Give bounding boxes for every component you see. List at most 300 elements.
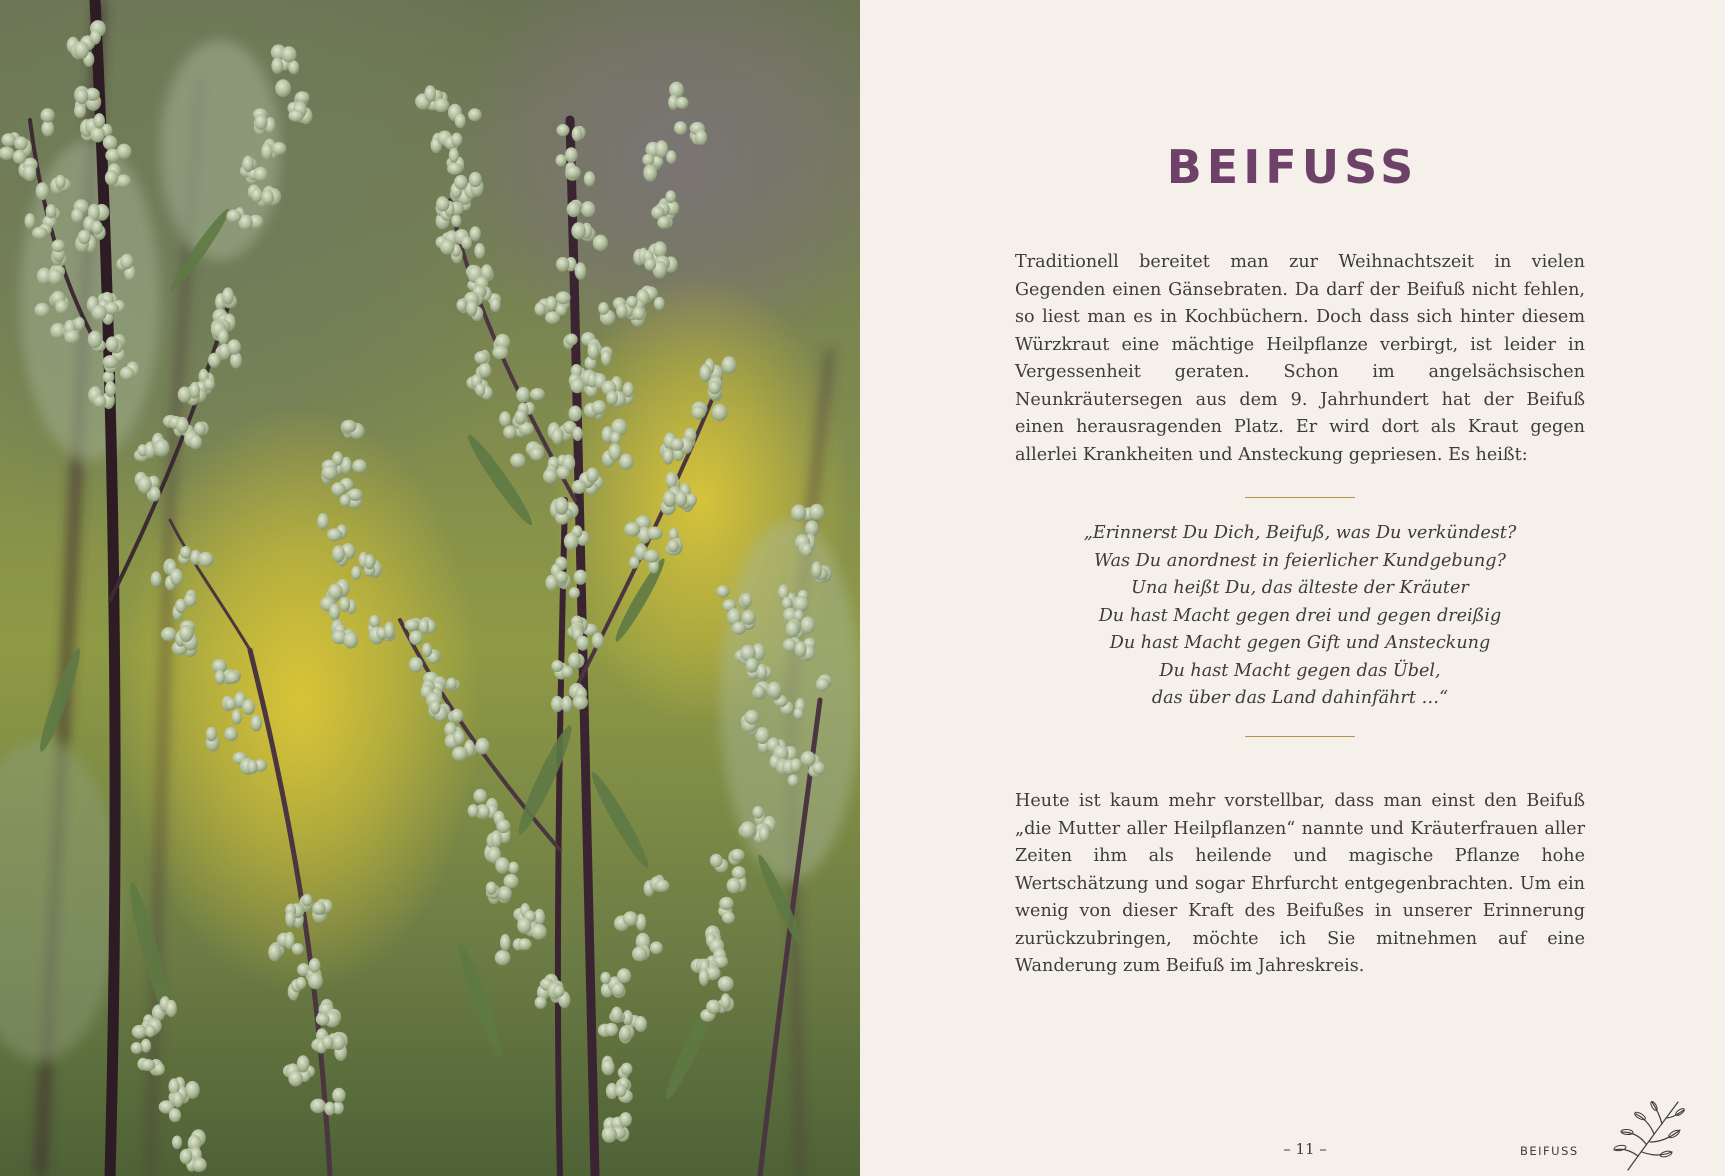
flower-bud [670, 438, 684, 451]
flower-bud [103, 135, 117, 150]
flower-bud [422, 643, 432, 658]
flower-bud [561, 696, 572, 713]
flower-bud [604, 1023, 618, 1036]
flower-bud [812, 762, 825, 775]
flower-bud [675, 491, 687, 507]
flower-bud [71, 208, 83, 223]
flower-bud [556, 257, 570, 272]
flower-bud [93, 395, 106, 407]
flower-bud [569, 406, 582, 422]
flower-bud [620, 1026, 631, 1042]
flower-bud [272, 142, 287, 155]
flower-bud [46, 204, 57, 218]
flower-bud [573, 427, 583, 441]
quote-line: das über das Land dahinfährt …“ [1151, 688, 1449, 708]
flower-bud [55, 175, 66, 189]
flower-bud [719, 897, 733, 910]
flower-bud [14, 136, 28, 150]
flower-bud [606, 391, 618, 405]
flower-bud [699, 969, 709, 986]
flower-bud [793, 596, 809, 612]
flower-bud [732, 866, 746, 879]
flower-bud [75, 89, 88, 105]
flower-bud [531, 924, 547, 940]
flower-bud [510, 453, 526, 467]
quote-line: „Erinnerst Du Dich, Beifuß, was Du verkündest? [1083, 523, 1517, 543]
flower-bud [730, 849, 745, 862]
flower-bud [515, 409, 527, 424]
flower-bud [446, 678, 456, 690]
flower-bud [668, 540, 679, 553]
flower-bud [491, 830, 502, 848]
flower-bud [617, 968, 631, 983]
flower-bud [612, 982, 625, 996]
flower-bud [469, 172, 482, 188]
top-ornament-rule [1245, 497, 1355, 498]
flower-bud [170, 569, 183, 586]
flower-bud [454, 175, 468, 190]
flower-bud [468, 108, 482, 121]
flower-bud [281, 46, 296, 62]
flower-bud [653, 241, 667, 257]
flower-bud [634, 1016, 647, 1032]
flower-bud [180, 546, 191, 559]
flower-bud [447, 163, 462, 175]
flower-bud [486, 882, 497, 895]
flower-bud [608, 443, 621, 461]
flower-bud [154, 1063, 165, 1076]
flower-bud [194, 422, 206, 436]
flower-bud [665, 190, 676, 203]
flower-bud [184, 593, 197, 606]
flower-bud [545, 575, 558, 591]
flower-bud [581, 201, 596, 217]
flower-bud [208, 353, 220, 368]
flower-bud [55, 300, 68, 314]
flower-bud [508, 862, 519, 874]
flower-bud [141, 1039, 151, 1053]
flower-bud [91, 305, 107, 321]
closing-paragraph: Heute ist kaum mehr vorstellbar, dass man einst den Beifuß „die Mutter aller Heilpflanzen“ nannte und Kräuterfrauen aller Zeiten ihm als heilende und magische Pflanze hohe Wertschätzung und sogar Ehrfurcht entgegenbrachten. Um ein wenig von dieser Kraft des Beifußes in unserer Erinnerung zurückzubringen, möchte ich Sie mitnehmen auf eine Wanderung zum Beifuß im Jahreskreis. [1015, 791, 1585, 976]
flower-bud [455, 114, 466, 129]
flower-bud [424, 85, 436, 102]
flower-bud [251, 188, 263, 202]
flower-bud [138, 476, 152, 494]
flower-bud [288, 110, 303, 122]
flower-bud [436, 197, 450, 211]
flower-bud [554, 497, 568, 515]
flower-bud [74, 317, 85, 331]
flower-bud [292, 943, 304, 955]
flower-bud [624, 522, 640, 537]
flower-bud [721, 993, 731, 1009]
flower-bud [242, 156, 253, 173]
flower-bud [588, 342, 600, 360]
flower-bud [788, 774, 799, 786]
flower-bud [166, 1000, 177, 1017]
flower-bud [479, 363, 492, 378]
flower-bud [451, 709, 464, 723]
flower-bud [801, 751, 816, 766]
flower-bud [169, 1108, 181, 1122]
flower-bud [809, 504, 825, 521]
flower-bud [35, 303, 50, 317]
flower-bud [741, 610, 755, 625]
flower-bud [816, 678, 830, 691]
flower-bud [800, 616, 815, 634]
flower-bud [327, 528, 342, 541]
flower-bud [574, 570, 588, 585]
flower-bud [91, 126, 105, 142]
flower-bud [499, 411, 511, 427]
flower-bud [593, 235, 608, 251]
flower-bud [474, 351, 488, 364]
flower-bud [206, 727, 217, 742]
flower-bud [470, 226, 481, 241]
flower-bud [619, 1112, 632, 1127]
flower-bud [674, 121, 687, 135]
flower-bud [48, 269, 63, 285]
flower-bud [13, 150, 26, 164]
flower-bud [154, 439, 170, 457]
flower-bud [569, 587, 580, 599]
flower-bud [490, 297, 501, 312]
flower-bud [94, 113, 105, 129]
flower-bud [36, 182, 49, 200]
flower-bud [140, 1059, 155, 1071]
flower-bud [309, 958, 321, 973]
flower-bud [88, 331, 102, 349]
flower-bud [204, 378, 215, 390]
flower-bud [352, 459, 367, 473]
flower-bud [64, 330, 79, 344]
flower-bud [740, 821, 756, 839]
bottom-ornament-rule [1245, 736, 1355, 737]
page-title: BEIFUSS [1166, 140, 1419, 194]
flower-bud [341, 420, 357, 433]
flower-bud [657, 216, 670, 229]
flower-bud [117, 144, 132, 160]
flower-bud [644, 258, 656, 271]
flower-bud [616, 303, 627, 319]
flower-bud [716, 585, 729, 597]
flower-bud [440, 239, 455, 254]
flower-bud [786, 621, 800, 638]
flower-bud [722, 356, 737, 374]
flower-bud [546, 296, 558, 311]
flower-bud [557, 466, 570, 480]
flower-bud [329, 604, 340, 621]
intro-paragraph: Traditionell bereitet man zur Weihnachtszeit in vielen Gegenden einen Gänsebraten. Da darf der Beifuß nicht fehlen, so liest man es in Kochbüchern. Doch dass sich hinter diesem Würzkraut eine mächtige Heilpflanze verbirgt, ist leider in Vergessenheit geraten. Schon im angelsächsischen Neunkräutersegen aus dem 9. Jahrhundert hat der Beifuß einen herausragenden Platz. Er wird dort als Kraut gegen allerlei Krankheiten und Ansteckung gepriesen. Es heißt: [1015, 252, 1585, 465]
flower-bud [592, 632, 604, 648]
flower-bud [611, 1007, 623, 1023]
flower-bud [601, 1059, 614, 1075]
flower-bud [492, 346, 508, 360]
flower-bud [131, 1042, 143, 1054]
flower-bud [629, 556, 640, 568]
flower-bud [452, 747, 468, 762]
flower-bud [565, 334, 577, 346]
flower-bud [503, 425, 516, 439]
flower-bud [475, 383, 485, 396]
flower-bud [565, 147, 578, 162]
flower-bud [189, 435, 202, 450]
flower-bud [551, 660, 563, 672]
flower-bud [556, 154, 567, 166]
flower-bud [384, 622, 395, 640]
flower-bud [545, 311, 560, 324]
flower-bud [495, 950, 511, 965]
quote-line: Was Du anordnest in feierlicher Kundgebung? [1094, 550, 1506, 571]
flower-bud [369, 615, 380, 628]
flower-bud [332, 1088, 346, 1103]
flower-bud [343, 632, 358, 649]
flower-bud [74, 41, 89, 59]
text-page [860, 0, 1725, 1176]
mugwort-photo [0, 0, 860, 1176]
flower-bud [198, 552, 214, 567]
flower-bud [642, 154, 654, 166]
flower-bud [518, 938, 532, 950]
flower-bud [340, 494, 351, 507]
flower-bud [251, 715, 262, 732]
flower-bud [52, 239, 65, 252]
flower-bud [176, 417, 189, 434]
flower-bud [224, 727, 238, 741]
flower-bud [741, 593, 752, 607]
flower-bud [621, 1063, 633, 1076]
flower-bud [106, 336, 119, 352]
flower-bud [576, 636, 589, 651]
herb-sprig-icon [1610, 1098, 1686, 1172]
flower-bud [654, 297, 665, 311]
flower-bud [332, 1034, 345, 1050]
flower-bud [601, 350, 611, 366]
flower-bud [430, 700, 441, 715]
flower-bud [365, 554, 375, 569]
flower-bud [663, 448, 674, 464]
flower-bud [801, 543, 812, 557]
flower-bud [752, 806, 763, 819]
flower-bud [644, 165, 658, 182]
quote-line: Una heißt Du, das älteste der Kräuter [1131, 578, 1469, 598]
flower-bud [103, 355, 119, 368]
page-number: – 11 – [1283, 1140, 1327, 1158]
flower-bud [1, 133, 16, 147]
flower-bud [331, 482, 345, 496]
flower-bud [226, 210, 241, 223]
flower-bud [706, 1000, 721, 1014]
flower-bud [632, 946, 647, 961]
flower-bud [268, 943, 281, 961]
flower-bud [332, 545, 345, 562]
flower-bud [567, 201, 581, 217]
flower-bud [557, 124, 570, 136]
flower-bud [575, 262, 587, 280]
flower-bud [42, 120, 55, 136]
flower-bud [457, 299, 467, 312]
flower-bud [477, 805, 490, 818]
flower-bud [227, 339, 241, 355]
flower-bud [351, 566, 361, 580]
flower-bud [120, 367, 134, 381]
flower-bud [232, 709, 242, 724]
flower-bud [732, 622, 746, 635]
flower-bud [449, 148, 459, 163]
flower-bud [695, 130, 707, 145]
flower-bud [295, 977, 306, 990]
flower-bud [571, 222, 586, 239]
flower-bud [0, 147, 14, 160]
flower-bud [655, 140, 668, 158]
flower-bud [686, 494, 697, 507]
flower-bud [619, 454, 633, 471]
flower-bud [151, 571, 162, 587]
flower-bud [312, 902, 325, 915]
flower-bud [78, 230, 91, 245]
flower-bud [610, 432, 620, 445]
flower-bud [474, 243, 485, 259]
flower-bud [530, 447, 544, 461]
flower-bud [339, 597, 350, 612]
flower-bud [753, 685, 764, 700]
flower-bud [535, 996, 547, 1009]
flower-bud [466, 300, 477, 317]
flower-bud [275, 79, 291, 97]
flower-bud [468, 804, 479, 817]
flower-bud [791, 504, 806, 521]
flower-bud [615, 1084, 626, 1097]
flower-bud [744, 710, 759, 725]
flower-bud [572, 480, 586, 494]
flower-bud [795, 641, 807, 657]
flower-bud [498, 887, 512, 901]
flower-bud [650, 941, 663, 954]
flower-bud [461, 236, 472, 249]
flower-bud [179, 625, 193, 642]
flower-bud [172, 1136, 182, 1150]
flower-bud [759, 825, 770, 842]
flower-bud [790, 758, 802, 773]
flower-bud [297, 1055, 310, 1072]
flower-bud [644, 550, 660, 563]
flower-bud [632, 307, 644, 320]
flower-bud [90, 30, 101, 45]
flower-bud [572, 127, 582, 142]
flower-bud [623, 382, 634, 398]
flower-bud [215, 670, 225, 685]
flower-bud [767, 682, 782, 699]
flower-bud [564, 533, 579, 551]
flower-bud [543, 469, 557, 484]
flower-bud [626, 296, 638, 308]
flower-bud [180, 1149, 193, 1164]
flower-bud [222, 287, 234, 304]
flower-bud [433, 98, 449, 112]
flower-bud [592, 400, 607, 415]
flower-bud [310, 1099, 326, 1114]
flower-bud [225, 671, 240, 684]
flower-bud [561, 666, 573, 678]
flower-bud [495, 857, 509, 874]
flower-bud [602, 1126, 617, 1143]
flower-bud [192, 1159, 206, 1172]
flower-bud [92, 221, 103, 235]
flower-bud [598, 302, 609, 315]
flower-bud [727, 878, 742, 894]
flower-bud [120, 254, 133, 270]
flower-bud [535, 302, 546, 316]
flower-bud [25, 213, 36, 229]
flower-bud [271, 57, 283, 73]
flower-bud [419, 618, 429, 634]
flower-bud [317, 513, 329, 530]
mugwort-plant-illustration [0, 0, 860, 1176]
flower-bud [322, 465, 338, 480]
flower-bud [475, 738, 489, 755]
flower-bud [190, 382, 200, 399]
flower-bud [573, 695, 588, 709]
flower-bud [132, 1025, 147, 1039]
flower-bud [584, 171, 595, 186]
flower-bud [811, 561, 822, 579]
flower-bud [105, 381, 116, 397]
flower-bud [409, 657, 423, 673]
flower-bud [663, 491, 676, 508]
flower-bud [308, 972, 323, 989]
quote-line: Du hast Macht gegen drei und gegen dreißig [1098, 605, 1502, 626]
running-head: BEIFUSS [1520, 1144, 1579, 1158]
flower-bud [746, 658, 759, 673]
flower-bud [41, 109, 54, 123]
flower-bud [676, 97, 689, 109]
flower-bud [552, 428, 563, 444]
flower-bud [404, 619, 419, 631]
flower-bud [600, 972, 610, 985]
flower-bud [261, 190, 274, 205]
flower-bud [322, 1036, 334, 1050]
flower-bud [261, 143, 273, 161]
flower-bud [285, 910, 295, 928]
flower-bud [172, 1092, 183, 1108]
flower-bud [302, 894, 313, 907]
flower-bud [453, 730, 465, 746]
flower-bud [586, 467, 599, 482]
flower-bud [288, 60, 299, 74]
flower-bud [247, 760, 257, 774]
flower-bud [647, 527, 663, 540]
flower-bud [712, 404, 728, 421]
flower-bud [255, 114, 268, 130]
flower-bud [218, 329, 229, 345]
flower-bud [254, 167, 268, 182]
flower-bud [710, 854, 723, 868]
flower-bud [324, 1102, 335, 1116]
flower-bud [722, 912, 735, 924]
verse-quote [1015, 520, 1585, 713]
flower-bud [23, 164, 36, 181]
flower-bud [517, 917, 531, 934]
quote-line: Du hast Macht gegen das Übel, [1159, 660, 1441, 681]
flower-bud [288, 1071, 302, 1087]
flower-bud [74, 104, 86, 118]
flower-bud [105, 170, 118, 186]
flower-bud [565, 166, 581, 179]
flower-bud [316, 1013, 330, 1025]
flower-bud [783, 638, 797, 652]
flower-bud [32, 227, 48, 240]
quote-line: Du hast Macht gegen Gift und Ansteckung [1109, 633, 1491, 653]
